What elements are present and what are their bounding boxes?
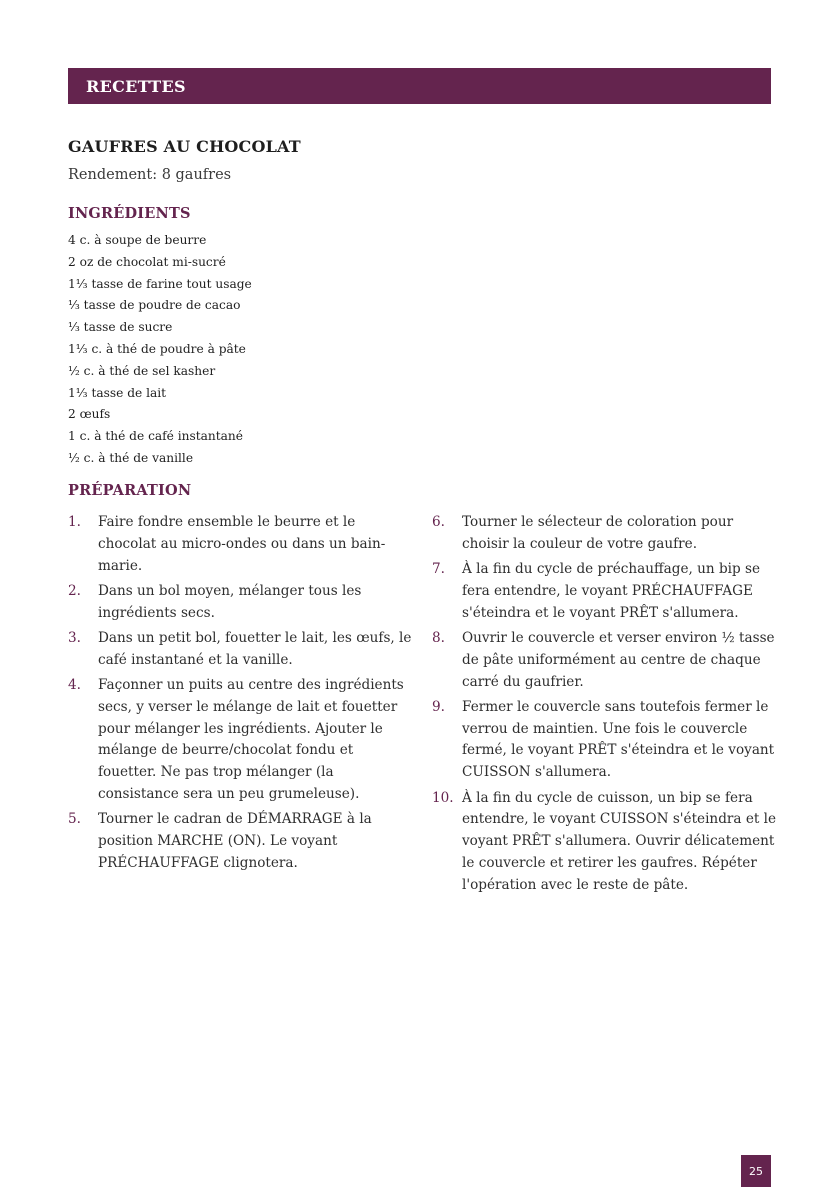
banner-title: RECETTES: [86, 76, 186, 96]
ingredient-item: 1⅓ tasse de farine tout usage: [68, 276, 252, 291]
ingredient-item: 2 oz de chocolat mi-sucré: [68, 254, 226, 269]
ingredients-list: [68, 230, 252, 470]
preparation-step: [432, 512, 777, 556]
step-text: Façonner un puits au centre des ingrédients secs, y verser le mélange de lait et fouetter pour mélanger les ingrédients. Ajouter le mélange de beurre/chocolat fondu et fouetter. Ne pas trop mélanger (la consistance sera un peu grumeleuse).: [98, 677, 404, 803]
ingredient-item: ⅓ tasse de poudre de cacao: [68, 298, 241, 313]
ingredient-item: 2 œufs: [68, 407, 111, 422]
ingredients-heading: INGRÉDIENTS: [68, 205, 191, 222]
step-number: 9.: [432, 698, 445, 715]
step-number: 1.: [68, 514, 81, 530]
step-number: 3.: [68, 629, 81, 646]
preparation-steps-left-column: [68, 512, 413, 878]
step-number: 6.: [432, 514, 445, 530]
preparation-step: [68, 512, 413, 577]
recipe-yield: Rendement: 8 gaufres: [68, 167, 232, 183]
preparation-step: [68, 675, 413, 806]
page-number-badge: [741, 1155, 771, 1187]
section-banner: [68, 68, 771, 104]
ingredient-item: ½ c. à thé de sel kasher: [68, 363, 216, 378]
ingredient-item: 1 c. à thé de café instantané: [68, 429, 243, 444]
preparation-step: [68, 809, 413, 874]
step-text: Dans un petit bol, fouetter le lait, les œufs, le café instantané et la vanille.: [98, 629, 412, 668]
ingredient-item: ½ c. à thé de vanille: [68, 450, 194, 465]
step-text: Ouvrir le couvercle et verser environ ½ tasse de pâte uniformément au centre de chaque carré du gaufrier.: [462, 629, 775, 690]
step-text: Fermer le couvercle sans toutefois fermer le verrou de maintien. Une fois le couvercle fermé, le voyant PRÊT s'éteindra et le voyant CUISSON s'allumera.: [462, 698, 775, 781]
preparation-step: [68, 581, 413, 625]
step-text: Faire fondre ensemble le beurre et le chocolat au micro-ondes ou dans un bain-marie.: [98, 514, 386, 574]
step-number: 7.: [432, 561, 445, 578]
ingredient-item: 1⅓ c. à thé de poudre à pâte: [68, 341, 246, 356]
step-number: 5.: [68, 811, 81, 828]
step-number: 4.: [68, 677, 81, 694]
preparation-step: [432, 559, 777, 624]
preparation-step: [432, 788, 777, 897]
preparation-heading: PRÉPARATION: [68, 482, 192, 499]
step-text: À la fin du cycle de préchauffage, un bip se fera entendre, le voyant PRÉCHAUFFAGE s'éteindra et le voyant PRÊT s'allumera.: [462, 561, 761, 621]
step-text: À la fin du cycle de cuisson, un bip se fera entendre, le voyant CUISSON s'éteindra et le voyant PRÊT s'allumera. Ouvrir délicatement le couvercle et retirer les gaufres. Répéter l'opération avec le reste de pâte.: [462, 789, 777, 893]
preparation-step: [68, 628, 413, 672]
ingredient-item: 1⅓ tasse de lait: [68, 385, 167, 400]
preparation-steps-right-column: [432, 512, 777, 900]
recipe-title: GAUFRES AU CHOCOLAT: [68, 137, 301, 156]
ingredient-item: ⅓ tasse de sucre: [68, 320, 173, 335]
preparation-step: [432, 697, 777, 784]
ingredient-item: 4 c. à soupe de beurre: [68, 233, 207, 247]
step-text: Dans un bol moyen, mélanger tous les ingrédients secs.: [98, 582, 362, 621]
preparation-step: [432, 628, 777, 693]
step-text: Tourner le sélecteur de coloration pour choisir la couleur de votre gaufre.: [462, 514, 734, 552]
step-number: 10.: [432, 789, 454, 806]
step-text: Tourner le cadran de DÉMARRAGE à la position MARCHE (ON). Le voyant PRÉCHAUFFAGE clignotera.: [98, 811, 372, 871]
step-number: 8.: [432, 629, 445, 646]
page-number: 25: [749, 1164, 763, 1178]
step-number: 2.: [68, 582, 81, 599]
